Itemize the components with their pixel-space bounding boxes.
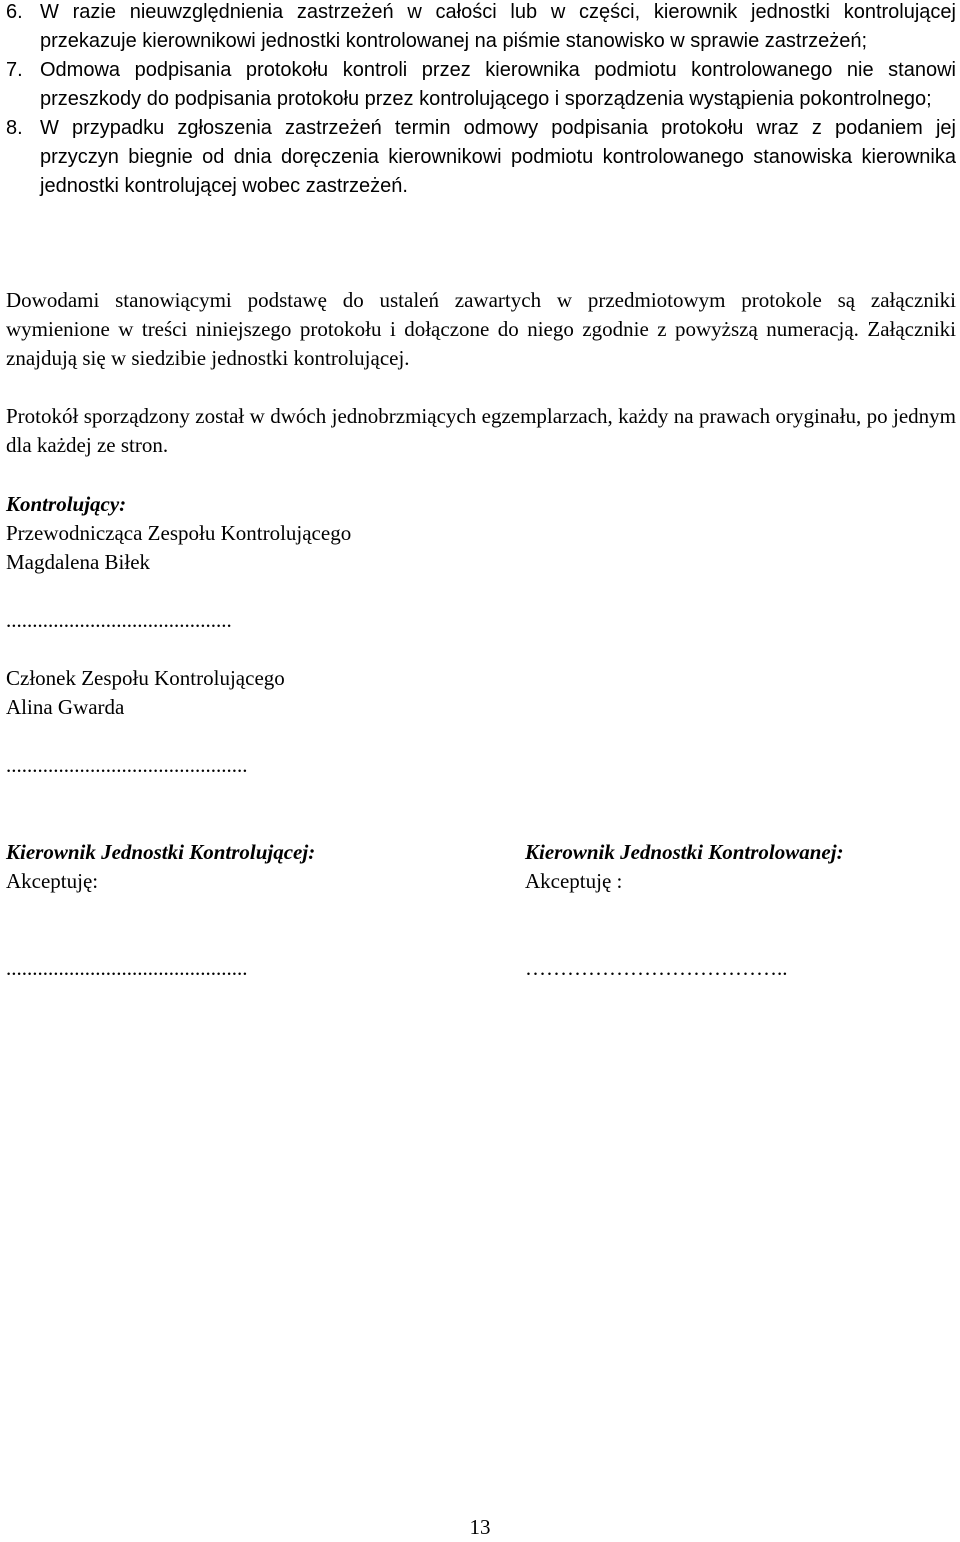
controlling-head-signature-line: .............................................. <box>6 956 248 980</box>
list-item <box>6 0 956 56</box>
list-item-text: W przypadku zgłoszenia zastrzeżeń termin odmowy podpisania protokołu wraz z podaniem jej przyczyn biegnie od dnia doręczenia kierownikowi podmiotu kontrolowanego stanowiska kierownika jednostki kontrolującej wobec zastrzeżeń. <box>40 117 956 197</box>
list-item-text: Odmowa podpisania protokołu kontroli przez kierownika podmiotu kontrolowanego nie stanowi przeszkody do podpisania protokołu przez kontrolującego i sporządzenia wystąpienia pokontrolnego; <box>40 59 956 110</box>
controlled-head-accept-label: Akceptuję : <box>525 869 623 893</box>
list-item-number: 7. <box>6 59 23 81</box>
list-item-number: 6. <box>6 1 23 23</box>
member-signature-line: .............................................. <box>6 753 248 777</box>
list-item <box>6 56 956 114</box>
controlled-head-heading: Kierownik Jednostki Kontrolowanej: <box>525 840 844 864</box>
list-item-text: W razie nieuwzględnienia zastrzeżeń w całości lub w części, kierownik jednostki kontrolującej przekazuje kierownikowi jednostki kontrolowanej na piśmie stanowisko w sprawie zastrzeżeń; <box>40 1 956 52</box>
list-item-number: 8. <box>6 117 23 139</box>
member-role: Członek Zespołu Kontrolującego <box>6 666 285 690</box>
controlling-head-heading: Kierownik Jednostki Kontrolującej: <box>6 840 316 864</box>
evidence-paragraph: Dowodami stanowiącymi podstawę do ustaleń zawartych w przedmiotowym protokole są załączniki wymienione w treści niniejszego protokołu i dołączone do niego zgodnie z powyższą numeracją. Załączniki znajdują się w siedzibie jednostki kontrolującej. <box>6 288 956 370</box>
chair-signature-line: ........................................... <box>6 608 232 632</box>
page-number: 13 <box>469 1515 491 1539</box>
list-item <box>6 114 956 201</box>
copies-paragraph: Protokół sporządzony został w dwóch jednobrzmiących egzemplarzach, każdy na prawach oryginału, po jednym dla każdej ze stron. <box>6 404 956 457</box>
controllers-heading: Kontrolujący: <box>6 492 127 516</box>
chair-role: Przewodnicząca Zespołu Kontrolującego <box>6 521 352 545</box>
controlled-head-signature-line: ……………………………….. <box>525 956 788 980</box>
member-name: Alina Gwarda <box>6 695 125 719</box>
numbered-list <box>6 0 956 201</box>
chair-name: Magdalena Biłek <box>6 550 151 574</box>
controlling-head-accept-label: Akceptuję: <box>6 869 99 893</box>
